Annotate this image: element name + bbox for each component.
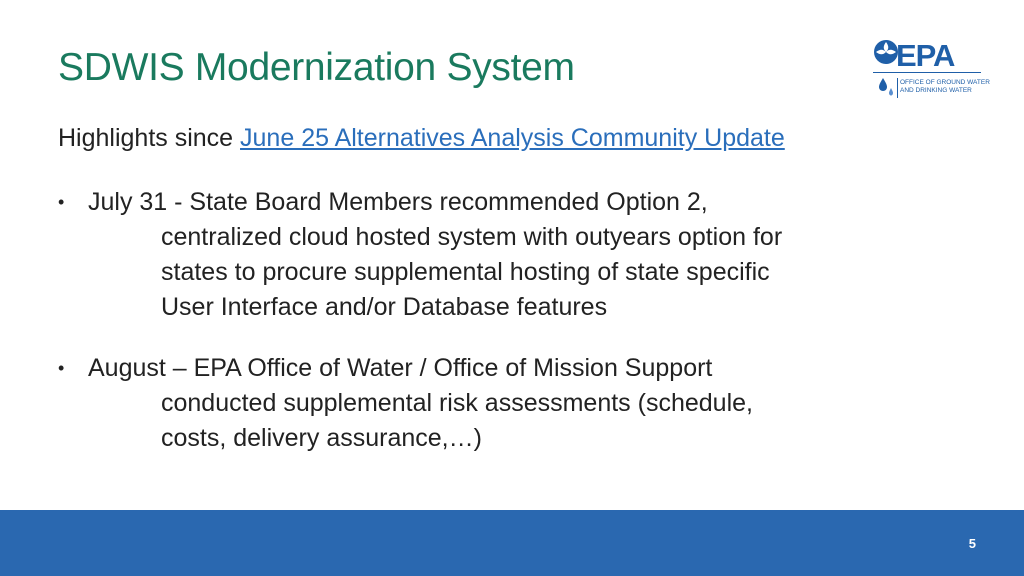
bullet-line: August – EPA Office of Water / Office of Mission Support: [88, 354, 713, 382]
epa-office-name: [900, 79, 990, 95]
slide-subtitle: [58, 124, 785, 153]
page-number: 5: [968, 536, 976, 551]
bullet-line: centralized cloud hosted system with outyears option for: [161, 223, 783, 251]
footer-bar: [0, 510, 1024, 576]
epa-wordmark: EPA: [896, 38, 955, 73]
bullet-item-july: [58, 185, 938, 325]
bullet-line: states to procure supplemental hosting of state specific: [161, 258, 770, 286]
bullet-dot: •: [58, 358, 65, 378]
community-update-link[interactable]: June 25 Alternatives Analysis Community Update: [240, 124, 785, 152]
office-line-1: OFFICE OF GROUND WATER: [900, 79, 990, 86]
subtitle-prefix: Highlights since: [58, 124, 241, 152]
bullet-line: July 31 - State Board Members recommended Option 2,: [88, 188, 708, 216]
office-line-2: AND DRINKING WATER: [900, 87, 972, 94]
bullet-dot: •: [58, 192, 65, 212]
bullet-line: User Interface and/or Database features: [161, 293, 608, 321]
bullet-line: conducted supplemental risk assessments (schedule,: [161, 389, 753, 417]
bullet-item-august: [58, 351, 938, 456]
bullet-list: [58, 185, 938, 482]
bullet-line: costs, delivery assurance,…): [161, 424, 482, 452]
slide-title: SDWIS Modernization System: [58, 46, 575, 89]
